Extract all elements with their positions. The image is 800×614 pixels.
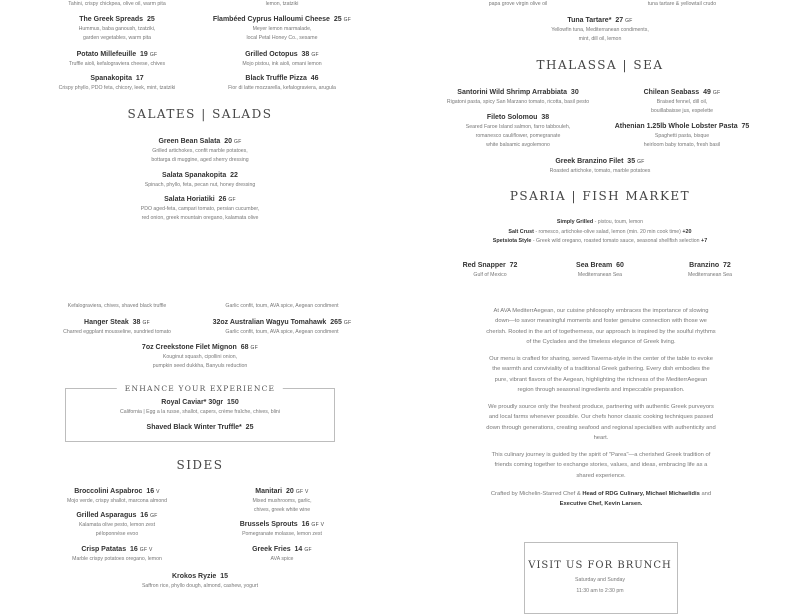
style-desc: - romesco, artichoke-olive salad, lemon (min. 20 min cook time) [533,228,681,235]
item-name: Red Snapper [462,262,506,269]
item-desc: chives, greek white wine [253,507,311,513]
menu-item [240,520,325,539]
item-price: 20 [224,138,232,145]
item-name: Brussels Sprouts [239,521,298,528]
item-price: 25 [146,16,155,23]
style-name: Salt Crust [508,228,534,235]
item-desc: Seared Faroe Island salmon, farro tabbouleh, [465,124,571,130]
item-price: 60 [616,262,624,269]
item-name: Greek Fries [252,546,291,553]
enhance-item [147,423,254,433]
menu-item [141,195,260,223]
credit-text: Crafted by Michelin-Starred Chef & [490,491,583,497]
item-desc: Crispy phyllo, PDO feta, chicory, leek, mint, tzatziki [58,85,176,91]
item-desc: lemon, tzatziki [265,1,299,7]
item-desc: Mixed mushrooms, garlic, [252,498,312,504]
item-name: Potato Millefeuille [76,51,137,58]
item-desc: tuna tartare & yellowtail crudo [647,1,717,7]
fish-origin: Mediterranean Sea [577,272,623,278]
item-desc: red onion, greek mountain oregano, kalamata olive [141,215,259,221]
item-price: 20 [286,488,294,495]
item-name: Black Truffle Pizza [245,75,307,82]
menu-item [242,50,321,69]
item-price: 75 [741,123,750,130]
item-name: 32oz Australian Wagyu Tomahawk [212,319,327,326]
item-name: Royal Caviar* 30gr [161,399,224,406]
item-desc: PDO aged-feta, campari tomato, persian cucumber, [140,206,260,212]
section-title-salads: SALATES | SALADS [127,107,273,121]
item-desc: mint, dill oil, lemon [578,36,622,42]
item-desc: péloponnèse evoo [95,531,139,537]
item-price: 35 [627,158,636,165]
item-name: Salata Spanakopita [162,172,227,179]
item-desc: Grilled artichokes, confit marble potatoes, [152,148,248,154]
diet-tag: GF V [295,489,309,495]
item-desc: Rigatoni pasta, spicy San Marzano tomato, ricotta, basil pesto [446,99,590,105]
item-price: 22 [230,172,238,179]
menu-item [151,137,248,165]
item-desc: Saffron rice, phyllo dough, almond, cashew, yogurt [141,583,259,589]
item-desc: Kouginut squash, cipollini onion, [162,354,238,360]
item-name: Krokos Ryzie [171,573,217,580]
fish-origin: Mediterranean Sea [687,272,733,278]
item-desc: papa grove virgin olive oil [488,1,548,7]
item-name: The Greek Spreads [79,16,144,23]
item-desc: romanesco cauliflower, pomegranate [475,133,561,139]
style-desc: - pistou, toum, lemon [593,219,644,225]
item-desc: Mojo pistou, ink aioli, omani lemon [242,61,322,67]
diet-tag: GF V [311,522,325,528]
menu-item [59,74,176,93]
prep-styles [493,218,707,247]
item-desc: bottarga di muggine, aged sherry dressing [151,157,249,163]
item-desc: heirloom baby tomato, fresh basil [643,142,721,148]
credit-chef: Head of RDG Culinary, Michael Michaelidis [582,491,700,497]
diet-tag: V [156,489,160,495]
menu-item [252,487,311,515]
item-desc: Kalamata olive pesto, lemon zest [78,522,156,528]
item-desc: Fior di latte mozzarella, kefalograviera, arugula [228,85,336,91]
menu-item [142,343,258,371]
item-desc: local Petal Honey Co., sesame [246,35,318,41]
item-desc: Garlic confit, toum, AVA spice, Aegean condiment [225,303,339,309]
item-price: 38 [541,114,550,121]
diet-tag: GF [343,17,352,23]
fish-item [576,261,624,280]
menu-item [447,88,589,107]
credit-chef: Executive Chef, Kevin Larsen. [559,501,643,508]
item-desc: Charred eggplant mousseline, sundried tomato [63,329,171,335]
menu-item [69,50,165,69]
brunch-title: VISIT US FOR BRUNCH [528,560,672,571]
item-price: 25 [245,424,254,431]
menu-item [213,318,352,337]
about-paragraph: At AVA MediterrAegean, our cuisine philosophy embraces the importance of slowing down—to savor meaningful moments and foster genuine connection with those we cherish. Rooted in the art of togetherness, our approach is inspired by the soulful rhythms of the Cyclades and the timeless elegance of Greek living. [486,308,716,346]
diet-tag: GF V [139,547,153,553]
menu-item [79,15,156,43]
item-desc: Garlic confit, toum, AVA spice, Aegean condiment [225,329,339,335]
menu-item [63,318,171,337]
menu-item [76,511,157,539]
about-paragraph: This culinary journey is guided by the spirit of "Parea"—a cherished Greek tradition of friends coming together to exchange stories, values, and ideas, embracing life as a shared experience. [491,452,711,479]
item-price: 49 [703,89,711,96]
item-desc: Roasted artichoke, tomato, marble potatoes [549,168,651,174]
item-desc: Meyer lemon marmalade, [252,26,312,32]
item-desc: Spinach, phyllo, feta, pecan nut, honey dressing [144,182,256,188]
item-name: Tuna Tartare* [567,17,612,24]
item-price: 27 [615,17,624,24]
item-desc: Yellowfin tuna, Mediterranean condiments, [551,27,649,33]
item-price: 25 [333,16,342,23]
diet-tag: GF [150,513,158,519]
menu-item [466,113,570,150]
item-name: Crisp Patatas [81,546,127,553]
item-price: 14 [294,546,303,553]
brunch-days: Saturday and Sunday [575,577,625,583]
style-surcharge: +20 [682,228,692,235]
brunch-hours: 11:30 am to 2:30 pm [576,588,624,594]
item-name: Broccolini Aspabroc [74,488,143,495]
item-desc: garden vegetables, warm pita [82,35,152,41]
item-desc: AVA spice [270,556,294,562]
diet-tag: GF [234,139,242,145]
item-desc: Pomegranate molasse, lemon zest [242,531,322,537]
item-price: 30 [570,89,579,96]
item-price: 72 [509,262,518,269]
diet-tag: GF [712,90,721,96]
diet-tag: GF [250,345,259,351]
enhance-item [120,398,280,417]
item-name: Manitari [255,488,283,495]
section-title-sea: THALASSA | SEA [536,58,664,72]
menu-item [615,122,750,150]
menu-item [252,545,312,564]
diet-tag: GF [637,159,645,165]
item-desc: white balsamic avgolemono [486,142,550,148]
item-price: 16 [301,521,310,528]
diet-tag: GF [228,197,236,203]
item-price: 46 [310,75,319,82]
diet-tag: GF [304,547,312,553]
item-name: Spanakopita [90,75,132,82]
diet-tag: GF [311,52,319,58]
menu-item [644,88,721,116]
about-paragraph: We proudly source only the freshest produce, partnering with authentic Greek purveyors and local farms whenever possible. Our chefs honor classic cooking techniques passed down through generations, creating seafood and regional specialties with authenticity and heart. [486,404,716,442]
enhance-title: ENHANCE YOUR EXPERIENCE [117,384,283,393]
fish-item [688,261,732,280]
item-name: Greek Branzino Filet [555,158,624,165]
style-name: Simply Grilled [556,219,594,225]
section-title-fish-market: PSARIA | FISH MARKET [509,189,691,203]
item-price: 16 [140,512,149,519]
item-name: 7oz Creekstone Filet Mignon [141,344,237,351]
item-price: 150 [227,399,239,406]
item-price: 17 [135,75,144,82]
item-desc: Braised fennel, dill oil, [656,99,708,105]
item-name: Green Bean Salata [158,138,221,145]
item-desc: Marble crispy potatoes oregano, lemon [72,556,162,562]
item-price: 265 [330,319,342,326]
section-title-sides: SIDES [176,458,224,472]
item-price: 68 [240,344,249,351]
item-name: Grilled Asparagus [76,512,137,519]
menu-item [145,171,255,190]
item-desc: pumpkin seed dukkha, Banyuls reduction [152,363,248,369]
style-surcharge: +7 [701,238,708,244]
item-price: 26 [218,196,227,203]
item-name: Sea Bream [576,262,613,269]
about-paragraph: Our menu is crafted for sharing, served Taverna-style in the center of the table to evoke the warmth and conviviality of a traditional Greek gathering. Every dish embodies the pure, vibrant flavors of the Aegean, highlighting the richness of the MediterrAegean region through seasonal ingredients and impeccable preparation. [489,356,713,394]
item-price: 38 [132,319,141,326]
item-price: 16 [129,546,138,553]
item-desc: Kefalograviera, chives, shaved black truffle [67,303,167,309]
item-name: Flambéed Cyprus Halloumi Cheese [212,16,330,23]
menu-item [228,74,336,93]
fish-item [463,261,518,280]
item-desc: bouillabaisse jus, espelette [650,108,713,114]
style-name: Spetsiota Style [492,238,532,244]
menu-item [72,545,162,564]
item-price: 72 [723,262,731,269]
diet-tag: GF [142,320,150,326]
item-name: Santorini Wild Shrimp Arrabbiata [457,89,568,96]
item-price: 15 [220,573,229,580]
item-name: Salata Horiatiki [164,196,215,203]
menu-item [213,15,351,43]
item-price: 38 [301,51,310,58]
menu-item [67,487,167,506]
item-name: Grilled Octopus [245,51,298,58]
menu-item [142,572,258,591]
item-desc: Mojo verde, crispy shallot, marcona almond [66,498,168,504]
item-name: Branzino [689,262,720,269]
item-name: Chilean Seabass [643,89,700,96]
credit-text: and [699,491,712,497]
item-name: Hanger Steak [84,319,129,326]
item-name: Athenian 1.25lb Whole Lobster Pasta [614,123,738,130]
item-desc: California | Egg a la russe, shallot, capers, crème fraîche, chives, blini [120,409,280,415]
item-desc: Spaghetti pasta, bisque [654,133,710,139]
style-desc: - Greek wild oregano, roasted tomato sauce, seasonal shellfish selection [531,238,700,244]
item-name: Shaved Black Winter Truffle* [146,424,242,431]
item-price: 19 [140,51,148,58]
item-price: 16 [146,488,155,495]
menu-item [551,16,649,44]
item-desc: Truffle aioli, kefalograviera cheese, chives [68,61,166,67]
chef-credit [486,489,716,510]
item-desc: Hummus, baba ganoush, tzatziki, [78,26,156,32]
item-desc: Tahini, crispy chickpea, olive oil, warm pita [68,1,166,7]
diet-tag: GF [625,18,633,24]
menu-item [550,157,651,176]
diet-tag: GF [149,52,158,58]
fish-origin: Gulf of Mexico [473,272,507,278]
item-name: Fileto Solomou [486,114,538,121]
diet-tag: GF [343,320,352,326]
